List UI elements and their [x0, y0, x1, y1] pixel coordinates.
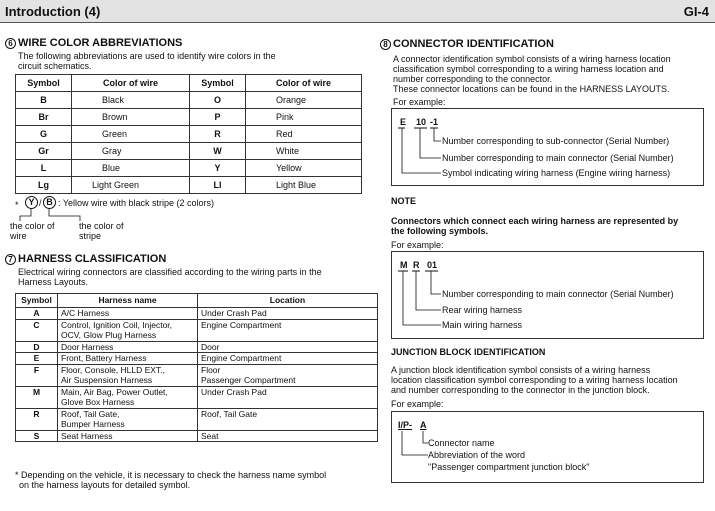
connector-for-example: For example: — [393, 97, 446, 107]
col-header: Color of wire — [246, 75, 362, 92]
harness-symbol: D — [16, 341, 58, 353]
harness-location: Roof, Tail Gate — [198, 408, 378, 430]
harness-location: Engine Compartment — [198, 319, 378, 341]
intro-line: A junction block identification symbol consists of a wiring harness — [391, 365, 651, 375]
code-m: M — [400, 260, 408, 270]
note-for-example: For example: — [391, 240, 444, 250]
col-header: Symbol — [16, 75, 72, 92]
page-title: Introduction (4) — [5, 4, 101, 19]
code-e: E — [400, 117, 407, 127]
harness-location: Floor Passenger Compartment — [198, 364, 378, 386]
label-line: the color of — [79, 221, 124, 231]
code-a: A — [420, 420, 427, 430]
color-symbol: Ll — [190, 177, 246, 194]
intro-line: and number corresponding to the connector in the junction block. — [391, 385, 650, 395]
section-number-8: 8 — [380, 39, 391, 50]
section-number-6: 6 — [5, 38, 16, 49]
harness-location: Under Crash Pad — [198, 308, 378, 320]
code-01: 01 — [427, 260, 438, 270]
col-header: Symbol — [190, 75, 246, 92]
color-name: Red — [246, 126, 362, 143]
color-name: Gray — [72, 143, 190, 160]
color-name: Blue — [72, 160, 190, 177]
color-name: Pink — [246, 109, 362, 126]
harness-location: Engine Compartment — [198, 353, 378, 365]
harness-location: Under Crash Pad — [198, 386, 378, 408]
harness-symbol: F — [16, 364, 58, 386]
color-symbol: W — [190, 143, 246, 160]
color-symbol: G — [16, 126, 72, 143]
color-symbol: L — [16, 160, 72, 177]
note-label-rear: Rear wiring harness — [442, 305, 523, 315]
harness-title: HARNESS CLASSIFICATION — [18, 253, 167, 265]
slash-glyph: / — [39, 198, 42, 208]
color-symbol: Gr — [16, 143, 72, 160]
color-name: Yellow — [246, 160, 362, 177]
section-number-7: 7 — [5, 254, 16, 265]
junction-label-abbrev: Abbreviation of the word — [428, 450, 526, 460]
harness-name: Floor, Console, HLLD EXT., Air Suspension Harness — [58, 364, 198, 386]
color-name: Green — [72, 126, 190, 143]
color-symbol: R — [190, 126, 246, 143]
note-line: the following symbols. — [391, 226, 489, 236]
col-header: Harness name — [58, 294, 198, 308]
intro-line: circuit schematics. — [18, 61, 92, 71]
note-label-main-harness: Main wiring harness — [442, 320, 523, 330]
color-symbol: Y — [190, 160, 246, 177]
wire-example-text: : Yellow wire with black stripe (2 colors) — [58, 198, 215, 208]
intro-line: A connector identification symbol consists of a wiring harness location — [393, 54, 671, 64]
color-name: White — [246, 143, 362, 160]
intro-line: classification symbol corresponding to a wiring harness location and — [393, 64, 664, 74]
col-header: Symbol — [16, 294, 58, 308]
harness-location: Door — [198, 341, 378, 353]
footnote-line: * Depending on the vehicle, it is necessary to check the harness name symbol — [15, 470, 327, 480]
code-r: R — [413, 260, 420, 270]
harness-name: Seat Harness — [58, 430, 198, 442]
intro-line: location classification symbol corresponding to a wiring harness location — [391, 375, 678, 385]
harness-symbol: A — [16, 308, 58, 320]
color-name: Light Green — [72, 177, 190, 194]
note-label-main: Number corresponding to main connector (Serial Number) — [442, 289, 674, 299]
connector-label-symbol: Symbol indicating wiring harness (Engine wiring harness) — [442, 168, 671, 178]
harness-name: Front, Battery Harness — [58, 353, 198, 365]
connector-label-main: Number corresponding to main connector (Serial Number) — [442, 153, 674, 163]
note-title: NOTE — [391, 196, 417, 206]
harness-name: Main, Air Bag, Power Outlet, Glove Box Harness — [58, 386, 198, 408]
junction-label-quote: "Passenger compartment junction block" — [428, 462, 590, 472]
harness-symbol: R — [16, 408, 58, 430]
code-sub-1: -1 — [430, 117, 439, 127]
intro-line: Harness Layouts. — [18, 277, 89, 287]
connector-label-sub: Number corresponding to sub-connector (Serial Number) — [442, 136, 670, 146]
color-name: Black — [72, 92, 190, 109]
harness-symbol: S — [16, 430, 58, 442]
harness-location: Seat — [198, 430, 378, 442]
intro-line: Electrical wiring connectors are classified according to the wiring parts in the — [18, 267, 322, 277]
intro-line: number corresponding to the connector. — [393, 74, 553, 84]
label-line: wire — [10, 231, 27, 241]
color-symbol: B — [16, 92, 72, 109]
junction-for-example: For example: — [391, 399, 444, 409]
code-10: 10 — [416, 117, 427, 127]
harness-symbol: M — [16, 386, 58, 408]
col-header: Color of wire — [72, 75, 190, 92]
harness-symbol: E — [16, 353, 58, 365]
color-symbol: P — [190, 109, 246, 126]
example-star: * — [15, 200, 19, 210]
color-symbol: O — [190, 92, 246, 109]
color-symbol: Lg — [16, 177, 72, 194]
circle-y-icon: Y — [25, 196, 38, 209]
code-ip: I/P- — [398, 420, 413, 430]
color-name: Orange — [246, 92, 362, 109]
wire-color-title: WIRE COLOR ABBREVIATIONS — [18, 37, 183, 49]
label-line: the color of — [10, 221, 55, 231]
page-code: GI-4 — [683, 4, 709, 19]
col-header: Location — [198, 294, 378, 308]
color-name: Brown — [72, 109, 190, 126]
harness-name: Roof, Tail Gate, Bumper Harness — [58, 408, 198, 430]
circle-b-icon: B — [43, 196, 56, 209]
note-line: Connectors which connect each wiring harness are represented by — [391, 216, 679, 226]
connector-title: CONNECTOR IDENTIFICATION — [393, 38, 554, 50]
junction-title: JUNCTION BLOCK IDENTIFICATION — [391, 347, 546, 357]
color-symbol: Br — [16, 109, 72, 126]
footnote-line: on the harness layouts for detailed symbol. — [19, 480, 191, 490]
intro-line: These connector locations can be found in the HARNESS LAYOUTS. — [393, 84, 670, 94]
harness-symbol: C — [16, 319, 58, 341]
junction-label-connector: Connector name — [428, 438, 495, 448]
harness-name: A/C Harness — [58, 308, 198, 320]
intro-line: The following abbreviations are used to identify wire colors in the — [18, 51, 276, 61]
color-name: Light Blue — [246, 177, 362, 194]
harness-name: Control, Ignition Coil, Injector, OCV, Glow Plug Harness — [58, 319, 198, 341]
label-line: stripe — [79, 231, 102, 241]
harness-name: Door Harness — [58, 341, 198, 353]
